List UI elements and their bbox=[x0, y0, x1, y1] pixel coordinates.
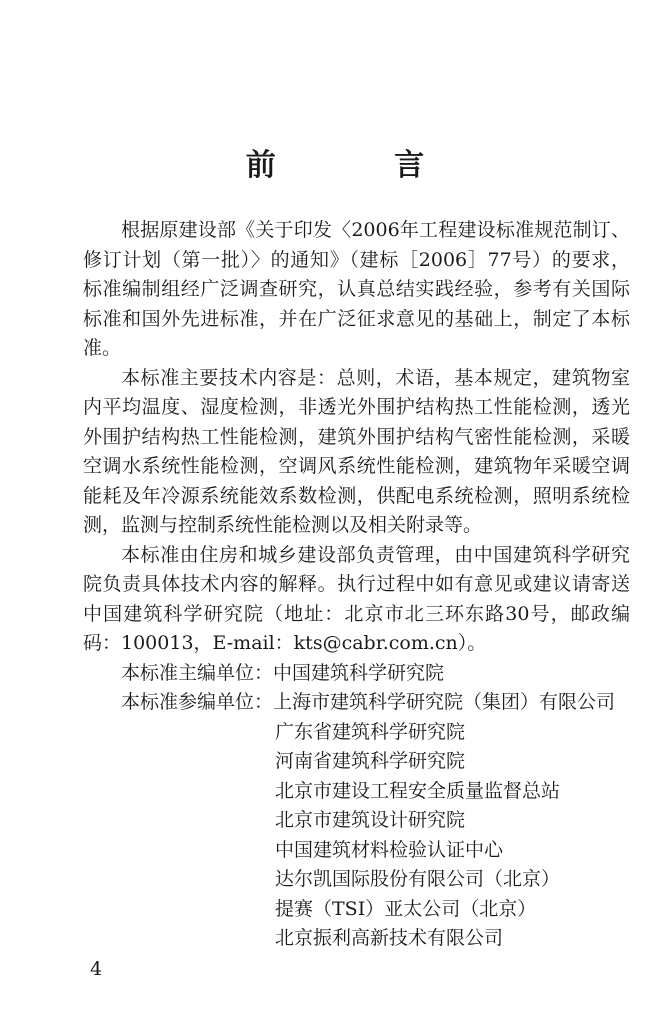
participating-unit-row bbox=[83, 924, 630, 954]
participating-unit-item: 广东省建筑科学研究院 bbox=[275, 720, 466, 743]
chief-unit-label: 本标准主编单位： bbox=[121, 661, 274, 684]
participating-unit-item: 北京市建设工程安全质量监督总站 bbox=[275, 779, 561, 802]
participating-unit-row bbox=[83, 806, 630, 836]
participating-unit-item: 提赛（TSI）亚太公司（北京） bbox=[275, 897, 537, 920]
participating-unit-item: 上海市建筑科学研究院（集团）有限公司 bbox=[273, 691, 616, 713]
participating-unit-row bbox=[83, 688, 630, 718]
paragraph-management: 本标准由住房和城乡建设部负责管理，由中国建筑科学研究院负责具体技术内容的解释。执行过程中如有意见或建议请寄送中国建筑科学研究院（地址：北京市北三环东路30号，邮政编码：100013，E-mail：kts@cabr.com.cn）。 bbox=[83, 543, 630, 654]
chief-unit-value: 中国建筑科学研究院 bbox=[273, 661, 445, 684]
participating-unit-row bbox=[83, 777, 630, 807]
participating-unit-item: 北京市建筑设计研究院 bbox=[275, 809, 466, 831]
page-title: 前 言 bbox=[245, 148, 479, 183]
paragraph-technical-content: 本标准主要技术内容是：总则，术语，基本规定，建筑物室内平均温度、湿度检测，非透光外围护结构热工性能检测，透光外围护结构热工性能检测，建筑外围护结构气密性能检测，采暖空调水系统性能检测，空调风系统性能检测，建筑物年采暖空调能耗及年冷源系统能效系数检测，供配电系统检测，照明系统检测，监测与控制系统性能检测以及相关附录等。 bbox=[83, 366, 630, 536]
participating-unit-row bbox=[83, 895, 630, 925]
preface-body bbox=[83, 216, 630, 954]
participating-unit-item: 中国建筑材料检验认证中心 bbox=[275, 838, 504, 861]
participating-unit-row bbox=[83, 836, 630, 866]
participating-unit-row bbox=[83, 747, 630, 777]
participating-unit-row bbox=[83, 865, 630, 895]
participating-unit-item: 河南省建筑科学研究院 bbox=[275, 750, 466, 772]
paragraph-background: 根据原建设部《关于印发〈2006年工程建设标准规范制订、修订计划（第一批）〉的通知》（建标［2006］77号）的要求，标准编制组经广泛调查研究，认真总结实践经验，参考有关国际标准和国外先进标准，并在广泛征求意见的基础上，制定了本标准。 bbox=[83, 219, 630, 359]
page-number: 4 bbox=[90, 958, 103, 980]
chief-unit-row bbox=[83, 659, 630, 689]
participating-unit-item: 达尔凯国际股份有限公司（北京） bbox=[275, 868, 561, 890]
participating-unit-item: 北京振利高新技术有限公司 bbox=[275, 927, 504, 949]
participating-unit-row bbox=[83, 718, 630, 748]
participating-units-label: 本标准参编单位： bbox=[121, 691, 274, 713]
